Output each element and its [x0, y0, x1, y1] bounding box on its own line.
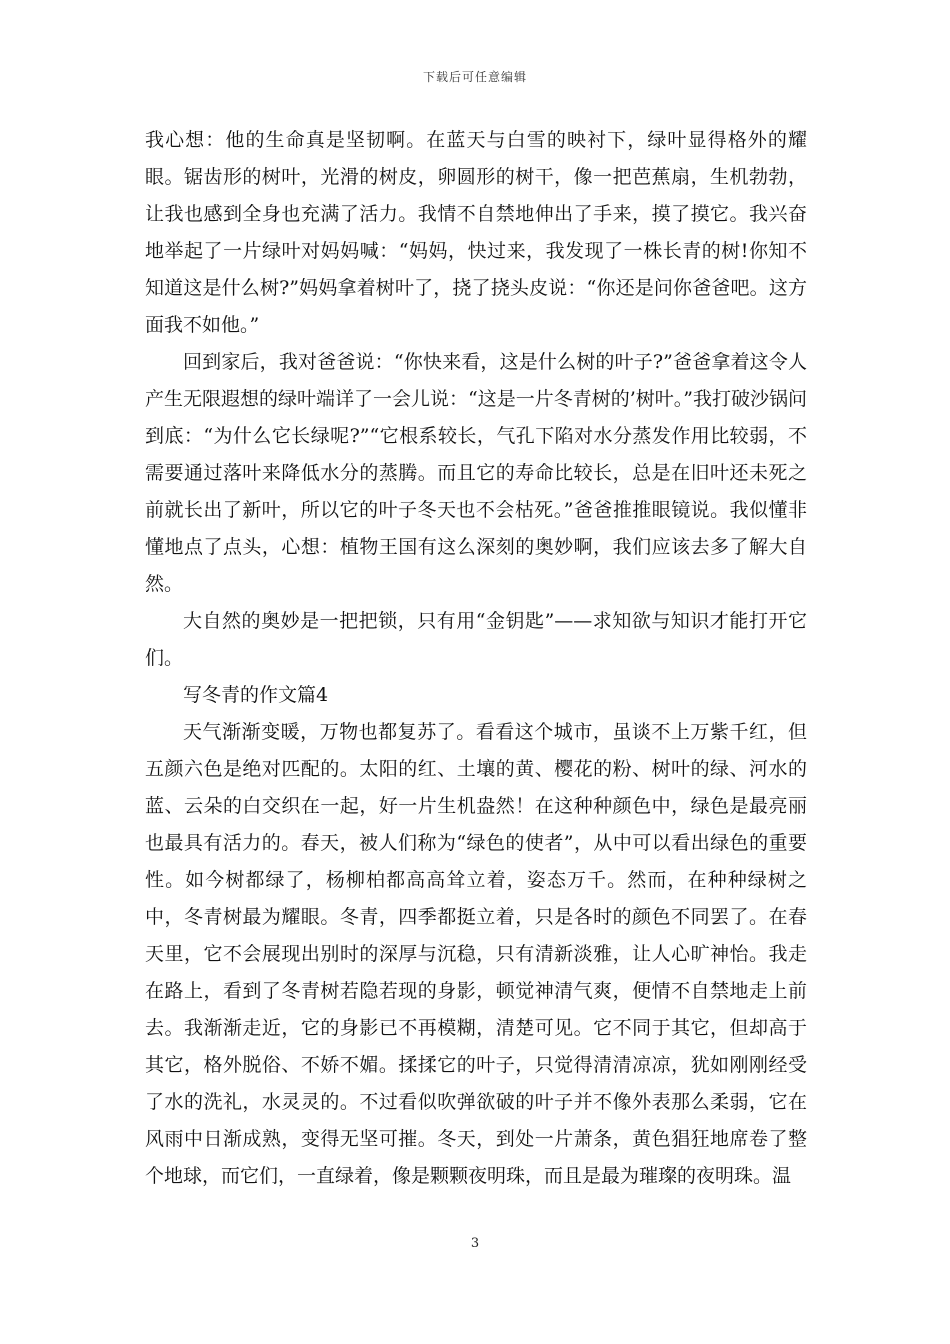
document-body	[145, 122, 807, 1195]
paragraph-2: 回到家后，我对爸爸说：“你快来看，这是什么树的叶子?”爸爸拿着这令人产生无限遐想的绿叶端详了一会儿说：“这是一片冬青树的’树叶。”我打破沙锅问到底：“为什么它长绿呢?”“它根系较长，气孔下陷对水分蒸发作用比较弱，不需要通过落叶来降低水分的蒸腾。而且它的寿命比较长，总是在旧叶还未死之前就长出了新叶，所以它的叶子冬天也不会枯死。”爸爸推推眼镜说。我似懂非懂地点了点头，心想：植物王国有这么深刻的奥妙啊，我们应该去多了解大自然。	[145, 351, 807, 595]
section-heading: 写冬青的作文篇4	[183, 684, 329, 706]
paragraph-3: 大自然的奥妙是一把把锁，只有用“金钥匙”——求知欲与知识才能打开它们。	[145, 610, 807, 669]
paragraph-1: 我心想：他的生命真是坚韧啊。在蓝天与白雪的映衬下，绿叶显得格外的耀眼。锯齿形的树叶，光滑的树皮，卵圆形的树干，像一把芭蕉扇，生机勃勃，让我也感到全身也充满了活力。我情不自禁地伸出了手来，摸了摸它。我兴奋地举起了一片绿叶对妈妈喊：“妈妈，快过来，我发现了一株长青的树!你知不知道这是什么树?”妈妈拿着树叶了，挠了挠头皮说：“你还是问你爸爸吧。这方面我不如他。”	[145, 129, 807, 336]
page-header: 下载后可任意编辑	[422, 70, 527, 84]
page-number: 3	[470, 1236, 480, 1251]
paragraph-4: 天气渐渐变暖，万物也都复苏了。看看这个城市，虽谈不上万紫千红，但五颜六色是绝对匹配的。太阳的红、土壤的黄、樱花的粉、树叶的绿、河水的蓝、云朵的白交织在一起，好一片生机盎然！在这种种颜色中，绿色是最亮丽也最具有活力的。春天，被人们称为“绿色的使者”，从中可以看出绿色的重要性。如今树都绿了，杨柳柏都高高耸立着，姿态万千。然而，在种种绿树之中，冬青树最为耀眼。冬青，四季都挺立着，只是各时的颜色不同罢了。在春天里，它不会展现出别时的深厚与沉稳，只有清新淡雅，让人心旷神怡。我走在路上，看到了冬青树若隐若现的身影，顿觉神清气爽，便情不自禁地走上前去。我渐渐走近，它的身影已不再模糊，清楚可见。它不同于其它，但却高于其它，格外脱俗、不娇不媚。揉揉它的叶子，只觉得清清凉凉，犹如刚刚经受了水的洗礼，水灵灵的。不过看似吹弹欲破的叶子并不像外表那么柔弱，它在风雨中日渐成熟，变得无坚可摧。冬天，到处一片萧条，黄色猖狂地席卷了整个地球，而它们，一直绿着，像是颗颗夜明珠，而且是最为璀璨的夜明珠。温	[145, 721, 807, 1187]
